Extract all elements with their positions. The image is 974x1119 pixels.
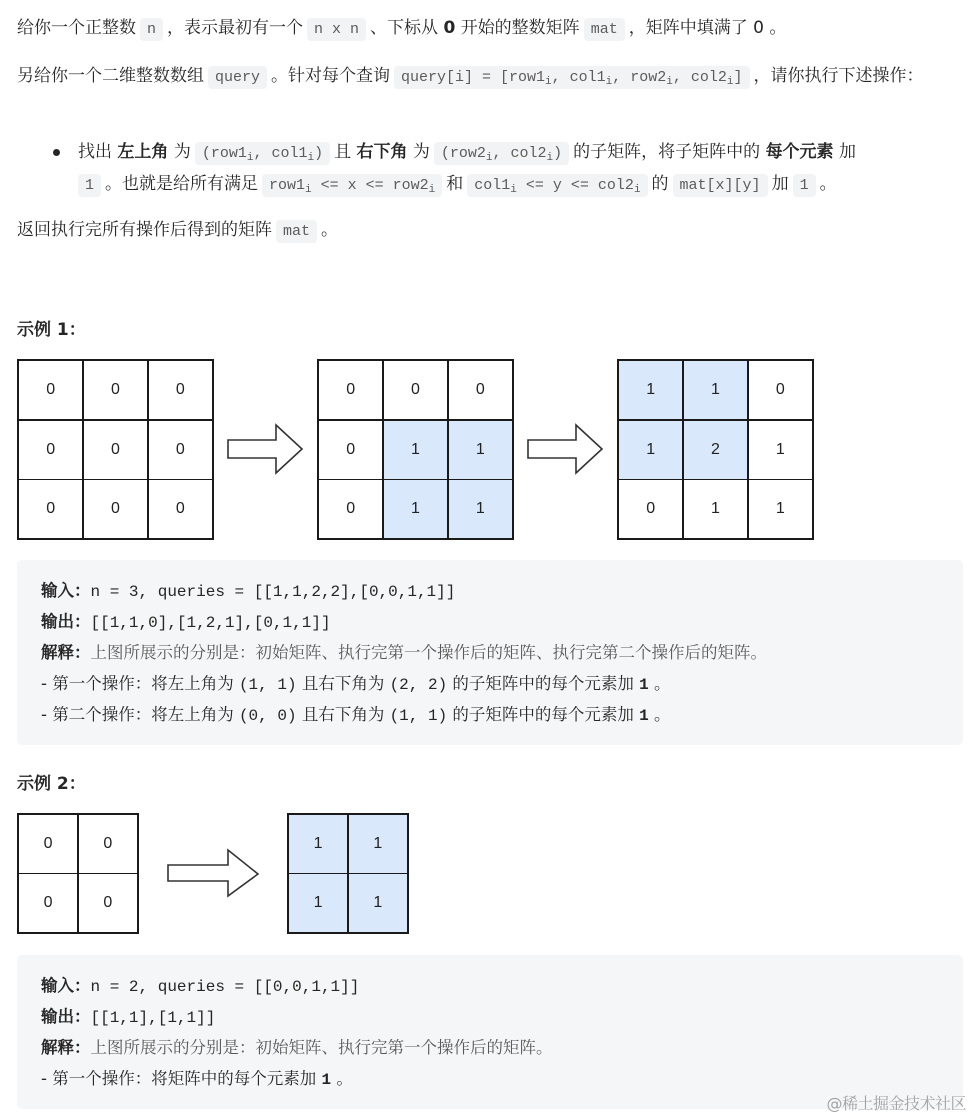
bold-top-left: 左上角 — [117, 142, 169, 162]
text: 返回执行完所有操作后得到的矩阵 — [17, 220, 272, 240]
matrix-cell: 1 — [349, 815, 407, 873]
inline-code-mat: mat — [276, 220, 317, 243]
example-2-output: 输出：[[1,1],[1,1]] — [41, 1007, 216, 1027]
matrix-cell: 1 — [289, 874, 347, 932]
matrix-cell: 0 — [619, 480, 682, 538]
matrix-cell: 0 — [19, 421, 82, 479]
matrix-cell: 0 — [749, 361, 812, 419]
inline-code-one: 1 — [78, 174, 101, 197]
watermark: @稀土掘金技术社区 — [826, 1094, 966, 1113]
matrix-cell: 0 — [149, 480, 212, 538]
bold-each-element: 每个元素 — [765, 142, 834, 162]
matrix-cell: 0 — [319, 480, 382, 538]
matrix-cell: 1 — [684, 480, 747, 538]
text: 开始的整数矩阵 — [460, 18, 580, 38]
example-2-heading: 示例 2： — [17, 774, 86, 794]
example-1-heading: 示例 1： — [17, 320, 86, 340]
bold-bottom-right: 右下角 — [356, 142, 408, 162]
text: ，矩阵中填满了 0 。 — [628, 18, 787, 38]
description-paragraph-2 — [17, 60, 964, 94]
matrix-cell: 0 — [79, 815, 137, 873]
bullet-dot-icon — [53, 149, 60, 156]
text: ，请你执行下述操作： — [753, 66, 924, 86]
inline-code-row-range: $row1_i <= x <= row2_i$ — [262, 174, 442, 197]
arrow-right-icon — [526, 423, 604, 475]
matrix-cell: 0 — [384, 361, 447, 419]
matrix-cell: 0 — [149, 361, 212, 419]
matrix-cell: 1 — [619, 421, 682, 479]
matrix-cell: 0 — [84, 421, 147, 479]
inline-code-bottom-right: ($row2_i$, $col2_i$) — [434, 142, 569, 165]
description-paragraph-3 — [17, 214, 964, 248]
matrix-cell: 1 — [289, 815, 347, 873]
matrix-cell: 1 — [384, 480, 447, 538]
example-2-explain: 解释：上图所展示的分别是：初始矩阵、执行完第一个操作后的矩阵。 — [41, 1038, 553, 1057]
matrix-cell: 1 — [619, 361, 682, 419]
matrix-cell: 1 — [684, 361, 747, 419]
inline-code-query: query — [208, 66, 267, 89]
matrix-cell: 0 — [84, 480, 147, 538]
matrix-cell: 1 — [349, 874, 407, 932]
inline-code-mat: mat — [584, 18, 625, 41]
matrix-cell: 0 — [84, 361, 147, 419]
text: 给你一个正整数 — [17, 18, 136, 38]
example-1-box — [17, 560, 963, 745]
matrix-cell: 2 — [684, 421, 747, 479]
matrix-initial — [17, 359, 214, 540]
matrix-cell: 1 — [749, 480, 812, 538]
matrix-cell: 0 — [19, 874, 77, 932]
inline-code-mat-xy: mat[x][y] — [673, 174, 768, 197]
arrow-right-icon — [226, 423, 304, 475]
text: 、下标从 — [370, 18, 439, 38]
text: 。 — [321, 220, 339, 240]
matrix-cell: 0 — [149, 421, 212, 479]
matrix-cell: 1 — [449, 480, 512, 538]
matrix-cell: 0 — [319, 421, 382, 479]
example-2-input: 输入：n = 2, queries = [[0,0,1,1]] — [41, 976, 360, 996]
inline-code-query-def: query[i] = [$row1_i$, $col1_i$, $row2_i$, $col2_i$] — [394, 66, 750, 89]
inline-code-n: n — [140, 18, 163, 41]
arrow-right-icon — [166, 848, 260, 898]
matrix-cell: 1 — [749, 421, 812, 479]
matrix-cell: 0 — [19, 480, 82, 538]
matrix-cell: 0 — [19, 815, 77, 873]
matrix-cell: 0 — [449, 361, 512, 419]
example-1-output: 输出：[[1,1,0],[1,2,1],[0,1,1]] — [41, 612, 331, 632]
text: 另给你一个二维整数数组 — [17, 66, 204, 86]
matrix-after-op2 — [617, 359, 814, 540]
matrix-cell: 0 — [19, 361, 82, 419]
matrix-after-op1 — [317, 359, 514, 540]
example-1-op2: - 第二个操作：将左上角为 (0, 0) 且右下角为 (1, 1) 的子矩阵中的每个元素加 1 。 — [41, 705, 671, 725]
matrix-after-op1 — [287, 813, 409, 934]
matrix-initial — [17, 813, 139, 934]
matrix-cell: 0 — [79, 874, 137, 932]
matrix-cell: 1 — [384, 421, 447, 479]
example-1-explain: 解释：上图所展示的分别是：初始矩阵、执行完第一个操作后的矩阵、执行完第二个操作后的矩阵。 — [41, 643, 767, 662]
inline-code-top-left: ($row1_i$, $col1_i$) — [195, 142, 330, 165]
inline-code-col-range: $col1_i <= y <= col2_i$ — [467, 174, 647, 197]
inline-code-one: 1 — [793, 174, 816, 197]
matrix-cell: 1 — [449, 421, 512, 479]
example-1-op1: - 第一个操作：将左上角为 (1, 1) 且右下角为 (2, 2) 的子矩阵中的每个元素加 1 。 — [41, 674, 671, 694]
matrix-cell: 0 — [319, 361, 382, 419]
example-2-box — [17, 955, 963, 1109]
bold-zero: 0 — [443, 18, 456, 38]
example-2-op1: - 第一个操作：将矩阵中的每个元素加 1 。 — [41, 1069, 353, 1089]
text: 。针对每个查询 — [271, 66, 391, 86]
text: ，表示最初有一个 — [167, 18, 304, 38]
inline-code-nxn: n x n — [307, 18, 366, 41]
bullet-item: 找出 左上角 为 ($row1_i$, $col1_i$) 且 右下角 为 ($row2_i$, $col2_i$) 的子矩阵，将子矩阵中的 每个元素 加 1 。也就是给所有满足 $row1_i <= x <= row2_i$ 和 $col1_i <= y <= col2_i$ 的 mat[x][y] 加 1 。 — [78, 142, 856, 196]
example-1-input: 输入：n = 3, queries = [[1,1,2,2],[0,0,1,1]] — [41, 581, 456, 601]
description-paragraph-1 — [17, 12, 964, 46]
